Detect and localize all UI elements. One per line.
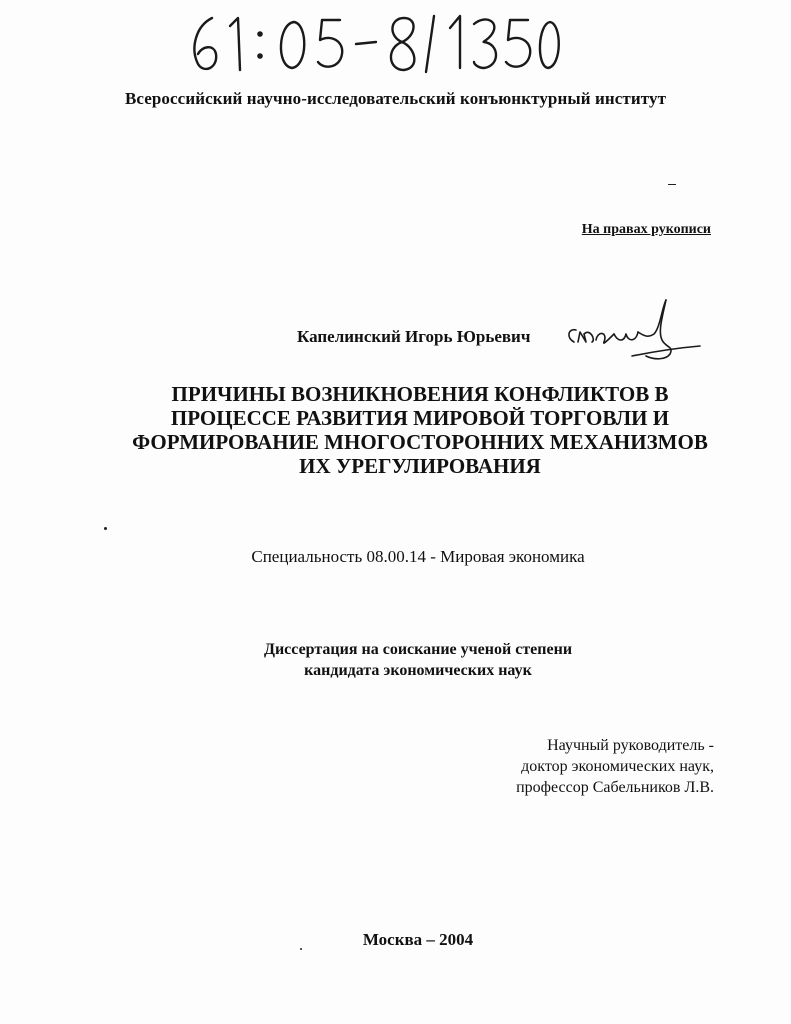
scan-speck	[104, 527, 107, 530]
supervisor-line: Научный руководитель -	[547, 737, 714, 754]
author-name: Капелинский Игорь Юрьевич	[297, 327, 531, 346]
degree-line: Диссертация на соискание ученой степени	[263, 641, 573, 658]
scan-speck	[300, 948, 302, 950]
supervisor-block	[516, 735, 714, 798]
title-line: ПРОЦЕССЕ РАЗВИТИЯ МИРОВОЙ ТОРГОВЛИ И	[170, 406, 670, 430]
dissertation-title	[0, 382, 791, 478]
scan-speck	[668, 184, 676, 185]
degree-statement	[0, 639, 791, 681]
title-line: ФОРМИРОВАНИЕ МНОГОСТОРОННИХ МЕХАНИЗМОВ	[132, 430, 708, 454]
degree-line: кандидата экономических наук	[304, 662, 532, 679]
city-year: Москва – 2004	[362, 930, 474, 949]
handwritten-archive-code	[182, 8, 562, 78]
institute-name: Всероссийский научно-исследовательский конъюнктурный институт	[124, 89, 667, 108]
supervisor-line: профессор Сабельников Л.В.	[516, 779, 714, 796]
manuscript-rights-note: На правах рукописи	[581, 222, 711, 237]
specialty-line: Специальность 08.00.14 - Мировая экономика	[251, 547, 585, 566]
supervisor-line: доктор экономических наук,	[521, 758, 714, 775]
author-signature	[562, 298, 702, 368]
title-line: ПРИЧИНЫ ВОЗНИКНОВЕНИЯ КОНФЛИКТОВ В	[171, 382, 669, 406]
title-line: ИХ УРЕГУЛИРОВАНИЯ	[299, 454, 541, 478]
